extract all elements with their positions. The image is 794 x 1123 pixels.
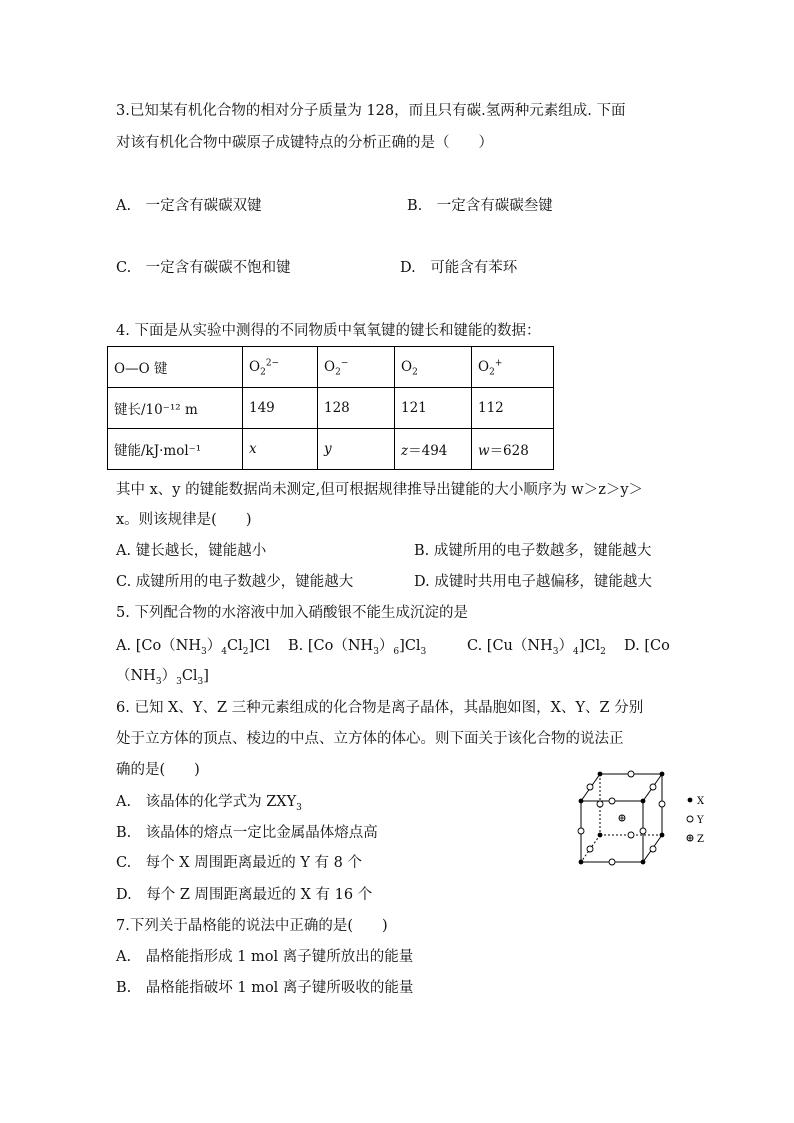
bond-data-table (107, 346, 554, 470)
q4-option-b: B. 成键所用的电子数越多，键能越大 (414, 543, 652, 559)
x-atom (579, 799, 584, 804)
y-atom (587, 846, 593, 852)
y-atom (597, 801, 603, 807)
q5-stem: 5. 下列配合物的水溶液中加入硝酸银不能生成沉淀的是 (116, 605, 468, 621)
q6-stem-line3: 确的是( ) (116, 762, 200, 778)
legend-z-label: Z (697, 834, 704, 845)
q5-option-d-part1: D. [Co (624, 638, 670, 654)
q5-option-c: C. $[Cu(NH_3)_4]Cl_2$ (467, 638, 606, 657)
q5-option-a: A. $[Co(NH_3)_4Cl_2]Cl$ (116, 638, 270, 657)
q4-after-line2: x。则该规律是( ) (116, 512, 252, 528)
q7-option-b: B. 晶格能指破坏 1 mol 离子键所吸收的能量 (116, 980, 414, 996)
table-row (108, 388, 554, 429)
table-row (108, 429, 554, 470)
y-atom (587, 784, 593, 790)
y-atom (628, 771, 634, 777)
energy-symbol: w (478, 443, 490, 459)
table-cell: 121 (395, 388, 472, 429)
z-atom (619, 815, 625, 821)
table-cell: 149 (243, 388, 318, 429)
legend-x-symbol (688, 798, 693, 803)
q3-option-a: A. 一定含有碳碳双键 (116, 198, 262, 214)
q5-option-b: B. $[Co(NH_3)_6]Cl_3$ (288, 638, 427, 657)
legend (687, 796, 705, 845)
x-atom (641, 799, 646, 804)
legend-x-label: X (697, 796, 705, 807)
legend-y-symbol (687, 816, 693, 822)
q3-option-c: C. 一定含有碳碳不饱和键 (116, 260, 291, 276)
q4-stem: 4. 下面是从实验中测得的不同物质中氧氧键的键长和键能的数据： (116, 323, 541, 339)
y-atom (659, 801, 665, 807)
x-atom (598, 772, 603, 777)
y-atom (650, 784, 656, 790)
energy-value: ＝494 (408, 443, 448, 459)
q3-option-d: D. 可能含有苯环 (400, 260, 518, 276)
y-atom (609, 798, 615, 804)
q6-stem-line2: 处于立方体的顶点、棱边的中点、立方体的体心。则下面关于该化合物的说法正 (116, 731, 624, 747)
table-cell: 128 (318, 388, 395, 429)
q6-option-d: D. 每个 Z 周围距离最近的 X 有 16 个 (116, 887, 373, 903)
species-o2: $O_2$ (401, 359, 418, 378)
table-cell: 键能/kJ·mol⁻¹ (108, 429, 243, 470)
table-cell (318, 347, 395, 388)
q5-option-d-part2: $(NH_3)_3Cl_3$] (116, 668, 209, 687)
q6-stem-line1: 6. 已知 X、Y、Z 三种元素组成的化合物是离子晶体，其晶胞如图，X、Y、Z 分别 (116, 700, 644, 716)
table-cell (472, 429, 554, 470)
q3-option-b: B. 一定含有碳碳叁键 (407, 198, 553, 214)
y-atom (609, 859, 615, 865)
species-o2-minus: $O_2^-$ (324, 358, 349, 378)
table-cell: 键长/10⁻¹² m (108, 388, 243, 429)
table-cell: y (318, 429, 395, 470)
x-atom (641, 860, 646, 865)
q6-option-b: B. 该晶体的熔点一定比金属晶体熔点高 (116, 825, 378, 841)
q7-option-a: A. 晶格能指形成 1 mol 离子键所放出的能量 (116, 949, 414, 965)
species-o2-2minus: $O_2^{2-}$ (249, 358, 280, 378)
energy-symbol: z (401, 443, 409, 459)
energy-value: ＝628 (489, 443, 529, 459)
q4-option-a: A. 键长越长，键能越小 (116, 543, 267, 559)
q7-stem: 7.下列关于晶格能的说法中正确的是( ) (116, 918, 388, 934)
q6-option-a: A. 该晶体的化学式为 $ZXY_3$ (116, 794, 302, 813)
q4-after-line1: 其中 x、y 的键能数据尚未测定,但可根据规律推导出键能的大小顺序为 w＞z＞y＞ (116, 482, 644, 498)
x-atom (660, 833, 665, 838)
q3-stem-line1: 3.已知某有机化合物的相对分子质量为 128，而且只有碳.氢两种元素组成. 下面 (116, 103, 626, 119)
header-label: O—O 键 (114, 361, 168, 377)
table-cell (472, 347, 554, 388)
table-cell (395, 429, 472, 470)
table-cell (395, 347, 472, 388)
table-cell: 112 (472, 388, 554, 429)
table-cell (108, 347, 243, 388)
species-o2-plus: $O_2^+$ (478, 358, 503, 378)
q6-option-c: C. 每个 X 周围距离最近的 Y 有 8 个 (116, 855, 362, 871)
y-atom (640, 828, 646, 834)
y-atom (628, 832, 634, 838)
y-atom (578, 828, 584, 834)
table-cell (243, 347, 318, 388)
q4-option-c: C. 成键所用的电子数越少，键能越大 (116, 574, 354, 590)
legend-z-symbol (687, 835, 693, 841)
unit-cell-diagram (572, 766, 722, 866)
q3-stem-line2: 对该有机化合物中碳原子成键特点的分析正确的是（ ） (116, 135, 493, 151)
x-atom (579, 860, 584, 865)
x-atom (660, 772, 665, 777)
y-atom (650, 846, 656, 852)
table-row (108, 347, 554, 388)
legend-y-label: Y (697, 815, 704, 826)
table-cell: x (243, 429, 318, 470)
q4-option-d: D. 成键时共用电子越偏移，键能越大 (414, 574, 652, 590)
x-atom (598, 833, 603, 838)
